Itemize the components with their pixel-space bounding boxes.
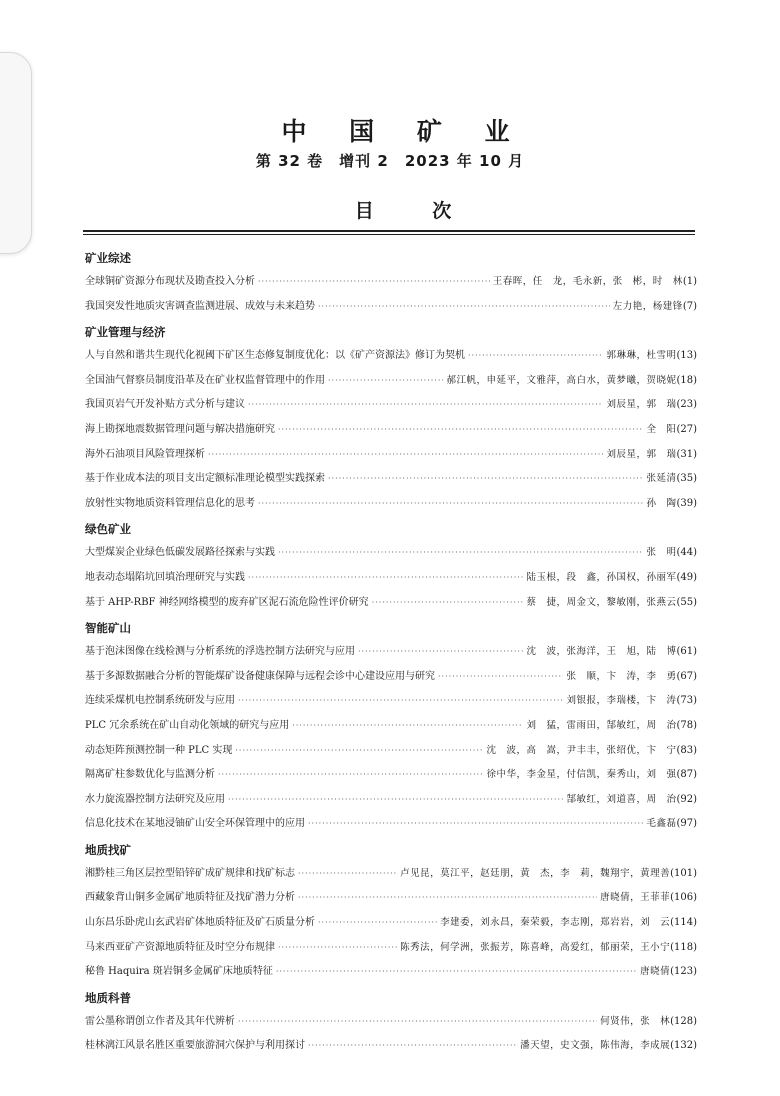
leader-dots xyxy=(328,369,443,394)
leader-dots xyxy=(248,393,603,418)
article-title: 我国页岩气开发补贴方式分析与建议 xyxy=(85,399,245,411)
leader-dots xyxy=(238,1010,597,1035)
article-title: 隔离矿柱参数优化与监测分析 xyxy=(85,769,215,781)
toc-entry[interactable] xyxy=(85,1010,697,1035)
article-title: 水力旋流器控制方法研究及应用 xyxy=(85,793,225,805)
leader-dots xyxy=(308,1034,517,1059)
article-title: 基于多源数据融合分析的智能煤矿设备健康保障与远程会诊中心建设应用与研究 xyxy=(85,670,435,682)
article-authors: 沈 波，高 嵩，尹丰丰，张绍优，卞 宁 xyxy=(486,744,677,756)
article-authors: 刘辰星，郭 瑞 xyxy=(606,399,677,411)
article-authors: 郭琳琳，杜雪明 xyxy=(606,350,677,362)
article-title: 我国突发性地质灾害调查监测进展、成效与未来趋势 xyxy=(85,300,315,312)
toc-entry[interactable] xyxy=(85,739,697,764)
article-title: 地表动态塌陷坑回填治理研究与实践 xyxy=(85,571,245,583)
article-authors: 刘银报，李瑞楼，卞 涛 xyxy=(566,695,677,707)
article-title: 放射性实物地质资料管理信息化的思考 xyxy=(85,497,255,509)
article-title: 人与自然和谐共生现代化视阈下矿区生态修复制度优化：以《矿产资源法》修订为契机 xyxy=(85,350,465,362)
leader-dots xyxy=(258,270,490,295)
article-authors: 郜敏红，刘道喜，周 治 xyxy=(566,793,677,805)
page-number: ( 123 ) xyxy=(670,960,697,985)
page-number: ( 13 ) xyxy=(676,344,697,369)
toc-entry[interactable] xyxy=(85,886,697,911)
article-authors: 左力艳，杨建锋 xyxy=(612,300,683,312)
article-title: 山东昌乐卧虎山玄武岩矿体地质特征及矿石质量分析 xyxy=(85,917,315,929)
leader-dots xyxy=(372,591,524,616)
article-title: 湘黔桂三角区层控型铅锌矿成矿规律和找矿标志 xyxy=(85,867,295,879)
leader-dots xyxy=(308,812,643,837)
article-authors: 李建委，刘永昌，秦荣毅，李志刚，郑岩岩，刘 云 xyxy=(440,917,671,929)
page-number: ( 23 ) xyxy=(676,393,697,418)
page-number: ( 1 ) xyxy=(683,270,697,295)
section-title: 矿业管理与经济 xyxy=(85,325,166,340)
article-title: 信息化技术在某地浸铀矿山安全环保管理中的应用 xyxy=(85,818,305,830)
toc-entry[interactable] xyxy=(85,763,697,788)
leader-dots xyxy=(298,886,597,911)
article-title: 基于泡沫图像在线检测与分析系统的浮选控制方法研究与应用 xyxy=(85,646,355,658)
article-title: 雷公墨称谓创立作者及其年代辨析 xyxy=(85,1015,235,1027)
article-title: 西藏象背山铜多金属矿地质特征及找矿潜力分析 xyxy=(85,892,295,904)
page-number: ( 78 ) xyxy=(676,714,697,739)
article-authors: 刘 猛，雷雨田，郜敏红，周 治 xyxy=(526,719,677,731)
leader-dots xyxy=(238,689,563,714)
article-title: 基于作业成本法的项目支出定额标准理论模型实践探索 xyxy=(85,473,325,485)
leader-dots xyxy=(298,862,397,887)
issue-info: 第 32 卷 增刊 2 2023 年 10 月 xyxy=(255,152,525,170)
heading-rule-thick xyxy=(83,230,695,232)
section-title: 地质科普 xyxy=(85,990,131,1005)
leader-dots xyxy=(358,640,523,665)
article-title: 桂林漓江风景名胜区重要旅游洞穴保护与利用探讨 xyxy=(85,1040,305,1052)
toc-entry[interactable] xyxy=(85,541,697,566)
toc-entry[interactable] xyxy=(85,393,697,418)
page-number: ( 114 ) xyxy=(670,911,697,936)
article-title: 马来西亚矿产资源地质特征及时空分布规律 xyxy=(85,941,275,953)
article-authors: 王春晖，任 龙，毛永新，张 彬，时 林 xyxy=(492,276,683,287)
leader-dots xyxy=(218,763,483,788)
article-title: 全球铜矿资源分布现状及勘查投入分析 xyxy=(85,276,255,287)
article-authors: 张 明 xyxy=(646,547,677,559)
article-authors: 唐晓倩，王菲菲 xyxy=(600,892,671,904)
page-number: ( 92 ) xyxy=(676,788,697,813)
leader-dots xyxy=(235,739,483,764)
journal-title: 中 国 矿 业 xyxy=(281,117,527,146)
toc-entry[interactable] xyxy=(85,862,697,887)
toc-entry[interactable] xyxy=(85,566,697,591)
toc-entry[interactable] xyxy=(85,960,697,985)
article-authors: 刘辰星，郭 瑞 xyxy=(606,448,677,460)
page-number: ( 18 ) xyxy=(676,369,697,394)
leader-dots xyxy=(248,566,523,591)
article-title: 秘鲁 Haquira 斑岩铜多金属矿床地质特征 xyxy=(85,966,273,978)
article-authors: 何贤伟，张 林 xyxy=(600,1015,671,1027)
article-authors: 孙 陶 xyxy=(646,497,677,509)
toc-entry[interactable] xyxy=(85,591,697,616)
page-number: ( 49 ) xyxy=(676,566,697,591)
leader-dots xyxy=(208,443,603,468)
leader-dots xyxy=(278,418,643,443)
article-title: 大型煤炭企业绿色低碳发展路径探索与实践 xyxy=(85,547,275,559)
page-number: ( 61 ) xyxy=(676,640,697,665)
heading-rule-thin xyxy=(83,234,695,235)
toc-entry[interactable] xyxy=(85,911,697,936)
page-number: ( 97 ) xyxy=(676,812,697,837)
toc-entry[interactable] xyxy=(85,270,697,295)
toc-entry[interactable] xyxy=(85,665,697,690)
article-title: 动态矩阵预测控制一种 PLC 实现 xyxy=(85,744,233,756)
page-number: ( 35 ) xyxy=(676,467,697,492)
article-authors: 毛鑫磊 xyxy=(646,818,677,830)
article-authors: 潘天望，史文强，陈伟海，李成展 xyxy=(520,1040,671,1052)
leader-dots xyxy=(258,492,643,517)
toc-entry[interactable] xyxy=(85,788,697,813)
page-number: ( 39 ) xyxy=(676,492,697,517)
toc-entry[interactable] xyxy=(85,689,697,714)
toc-entry[interactable] xyxy=(85,344,697,369)
toc-entry[interactable] xyxy=(85,640,697,665)
page-number: ( 44 ) xyxy=(676,541,697,566)
article-title: 基于 AHP-RBF 神经网络模型的废弃矿区泥石流危险性评价研究 xyxy=(85,596,369,608)
article-authors: 唐晓倩 xyxy=(640,966,671,978)
leader-dots xyxy=(318,295,610,320)
page-number: ( 31 ) xyxy=(676,443,697,468)
article-title: PLC 冗余系统在矿山自动化领域的研究与应用 xyxy=(85,719,290,731)
section-title: 智能矿山 xyxy=(85,621,131,636)
page-number: ( 132 ) xyxy=(670,1034,697,1059)
section-title: 矿业综述 xyxy=(85,251,131,265)
section-title: 绿色矿业 xyxy=(85,522,131,537)
page-number: ( 118 ) xyxy=(670,936,697,961)
leader-dots xyxy=(318,911,437,936)
article-authors: 卢见昆，莫江平，赵廷朋，黄 杰，李 莉，魏翔宇，黄理善 xyxy=(400,867,671,879)
article-title: 全国油气督察员制度沿革及在矿业权监督管理中的作用 xyxy=(85,374,325,386)
leader-dots xyxy=(276,960,637,985)
article-title: 连续采煤机电控制系统研发与应用 xyxy=(85,695,235,707)
toc-entry[interactable] xyxy=(85,418,697,443)
section-title: 地质找矿 xyxy=(85,842,131,857)
toc-entry[interactable] xyxy=(85,492,697,517)
page-number: ( 101 ) xyxy=(670,862,697,887)
article-authors: 徐中华，李金星，付信凯，秦秀山，刘 强 xyxy=(486,769,677,781)
page-number: ( 27 ) xyxy=(676,418,697,443)
article-title: 海外石油项目风险管理探析 xyxy=(85,448,205,460)
table-of-contents xyxy=(85,245,697,1059)
toc-entry[interactable] xyxy=(85,936,697,961)
page-number: ( 87 ) xyxy=(676,763,697,788)
page-number: ( 106 ) xyxy=(670,886,697,911)
toc-entry[interactable] xyxy=(85,443,697,468)
article-authors: 张延清 xyxy=(646,473,677,485)
leader-dots xyxy=(292,714,523,739)
toc-entry[interactable] xyxy=(85,1034,697,1059)
page-number: ( 55 ) xyxy=(676,591,697,616)
leader-dots xyxy=(278,936,397,961)
toc-entry[interactable] xyxy=(85,714,697,739)
article-authors: 陈秀法，何学洲，张振芳，陈喜峰，高爱红，郁丽荣，王小宁 xyxy=(400,941,671,953)
page-number: ( 7 ) xyxy=(683,295,697,320)
toc-heading: 目 次 xyxy=(354,200,478,222)
article-authors: 全 阳 xyxy=(646,423,677,435)
page-number: ( 73 ) xyxy=(676,689,697,714)
article-authors: 郝江帆，申延平，文雅萍，高白水，黄梦曦，贺晓妮 xyxy=(446,374,677,386)
article-authors: 蔡 捷，周金文，黎敏刚，张燕云 xyxy=(526,596,677,608)
toc-entry[interactable] xyxy=(85,467,697,492)
article-title: 海上勘探地震数据管理问题与解决措施研究 xyxy=(85,423,275,435)
leader-dots xyxy=(468,344,603,369)
page-number: ( 67 ) xyxy=(676,665,697,690)
toc-entry[interactable] xyxy=(85,812,697,837)
toc-entry[interactable] xyxy=(85,295,697,320)
article-authors: 张 顺，卞 涛，李 勇 xyxy=(566,670,677,682)
page-number: ( 83 ) xyxy=(676,739,697,764)
leader-dots xyxy=(328,467,643,492)
article-authors: 沈 波，张海洋，王 旭，陆 博 xyxy=(526,646,677,658)
leader-dots xyxy=(438,665,563,690)
page-number: ( 128 ) xyxy=(670,1010,697,1035)
toc-entry[interactable] xyxy=(85,369,697,394)
leader-dots xyxy=(228,788,563,813)
article-authors: 陆玉根，段 鑫，孙国权，孙丽军 xyxy=(526,571,677,583)
leader-dots xyxy=(278,541,643,566)
